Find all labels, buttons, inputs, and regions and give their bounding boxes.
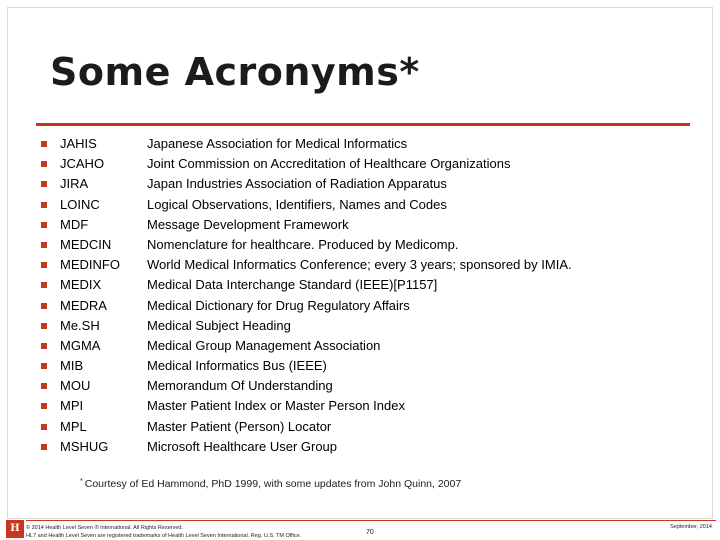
list-item [38,255,698,275]
acronym-definition: Message Development Framework [147,216,349,232]
square-bullet-icon [41,222,47,228]
footnote [80,478,461,490]
copyright-notice [26,524,301,540]
list-item [38,437,698,457]
acronym: MSHUG [60,438,109,454]
acronym: JCAHO [60,156,105,172]
acronym-definition: Japan Industries Association of Radiation Apparatus [147,176,447,192]
acronym-definition: Memorandum Of Understanding [147,378,333,394]
acronym: JAHIS [60,136,97,151]
acronym: Me.SH [60,317,100,333]
list-item [38,296,698,316]
list-item [38,154,698,174]
square-bullet-icon [41,424,47,430]
slide-title: Some Acronyms* [50,50,420,94]
footnote-marker: * [80,478,83,485]
acronym: MEDIX [60,277,102,293]
acronym: MPL [60,418,87,434]
list-item [38,215,698,235]
acronym-definition: Medical Subject Heading [147,317,291,333]
square-bullet-icon [41,262,47,268]
list-item [38,134,698,154]
acronym: LOINC [60,196,100,212]
list-item [38,356,698,376]
acronym-definition: Microsoft Healthcare User Group [147,438,338,454]
page-number: 70 [366,529,374,536]
square-bullet-icon [41,363,47,369]
list-item [38,275,698,295]
copyright-line-1: © 2014 Health Level Seven ® International. All Rights Reserved. [26,525,183,531]
square-bullet-icon [41,202,47,208]
list-item [38,195,698,215]
acronym: MEDRA [60,297,107,313]
hl7-logo-icon: H [6,520,24,538]
acronym-definition: Logical Observations, Identifiers, Names and Codes [147,196,447,212]
footer-divider [26,520,716,521]
square-bullet-icon [41,383,47,389]
acronym: MEDCIN [60,236,112,252]
list-item [38,235,698,255]
list-item [38,316,698,336]
list-item [38,376,698,396]
acronym: MIB [60,358,84,374]
acronym-definition: Master Patient (Person) Locator [147,418,332,434]
square-bullet-icon [41,403,47,409]
acronym: MDF [60,216,89,232]
square-bullet-icon [41,161,47,167]
square-bullet-icon [41,141,47,147]
acronym-list [38,134,698,457]
list-item [38,336,698,356]
square-bullet-icon [41,181,47,187]
acronym: MEDINFO [60,257,120,273]
square-bullet-icon [41,282,47,288]
acronym-definition: Medical Data Interchange Standard (IEEE)[P1157] [147,277,438,293]
acronym-definition: Nomenclature for healthcare. Produced by Medicomp. [147,236,459,252]
list-item [38,174,698,194]
acronym-definition: Medical Informatics Bus (IEEE) [147,358,327,374]
square-bullet-icon [41,242,47,248]
footnote-text: Courtesy of Ed Hammond, PhD 1999, with some updates from John Quinn, 2007 [84,478,462,490]
acronym: MPI [60,398,84,414]
acronym-definition: Master Patient Index or Master Person Index [147,398,405,414]
acronym-definition: Japanese Association for Medical Informatics [147,136,408,151]
square-bullet-icon [41,303,47,309]
title-divider [36,123,690,126]
acronym: MOU [60,378,91,394]
list-item [38,417,698,437]
acronym-definition: Medical Group Management Association [147,337,381,353]
square-bullet-icon [41,444,47,450]
acronym-definition: World Medical Informatics Conference; every 3 years; sponsored by IMIA. [147,257,572,273]
square-bullet-icon [41,343,47,349]
acronym-definition: Medical Dictionary for Drug Regulatory Affairs [147,297,410,313]
copyright-line-2: HL7 and Health Level Seven are registered trademarks of Health Level Seven International. Reg. U.S. TM Office. [26,533,302,539]
acronym: JIRA [60,176,89,192]
square-bullet-icon [41,323,47,329]
acronym-definition: Joint Commission on Accreditation of Healthcare Organizations [147,156,511,172]
footer-date: September, 2014 [670,524,712,530]
acronym: MGMA [60,337,101,353]
list-item [38,396,698,416]
